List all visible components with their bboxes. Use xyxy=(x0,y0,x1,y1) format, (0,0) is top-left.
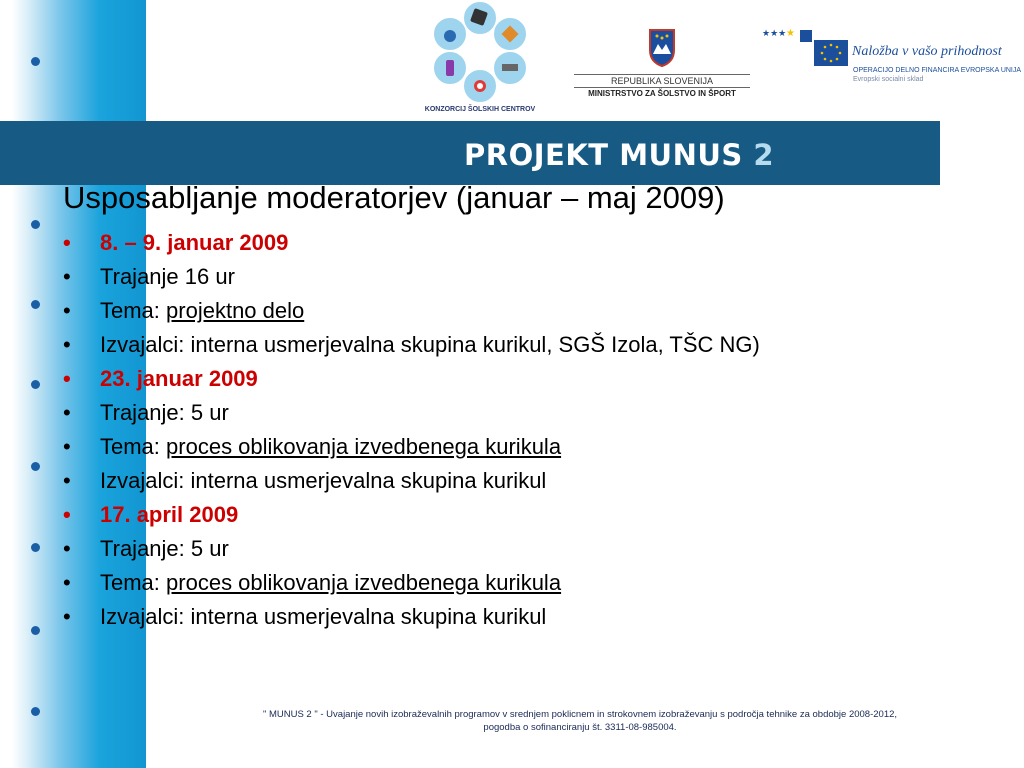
slide-heading: Usposabljanje moderatorjev (januar – maj 2009) xyxy=(63,180,725,215)
bullet: • xyxy=(63,570,71,595)
list-item xyxy=(63,430,760,464)
list-item-text: Trajanje 16 ur xyxy=(100,264,235,289)
ministry-logo xyxy=(574,28,750,100)
topic-prefix: Tema: xyxy=(100,298,167,323)
strip-dot xyxy=(31,220,40,229)
topic-link[interactable]: projektno delo xyxy=(166,298,305,323)
eu-line3: Evropski socialni sklad xyxy=(853,76,924,83)
date-list-item xyxy=(63,362,760,396)
bullet: • xyxy=(63,264,71,289)
bullet: • xyxy=(63,434,71,459)
topic-link[interactable]: proces oblikovanja izvedbenega kurikula xyxy=(166,570,562,595)
topic-link[interactable]: proces oblikovanja izvedbenega kurikula xyxy=(166,434,562,459)
topic-prefix: Tema: xyxy=(100,570,167,595)
list-item xyxy=(63,600,760,634)
eu-line2: OPERACIJO DELNO FINANCIRA EVROPSKA UNIJA xyxy=(853,67,1022,74)
strip-dot xyxy=(31,707,40,716)
footer-line2: pogodba o sofinanciranju št. 3311-08-985004. xyxy=(483,722,677,733)
slovenia-coat-of-arms-icon xyxy=(648,28,676,68)
topic-prefix: Tema: xyxy=(100,434,167,459)
banner-title-main: PROJEKT MUNUS xyxy=(464,138,743,172)
strip-dot xyxy=(31,300,40,309)
bullet: • xyxy=(63,400,71,425)
list-item xyxy=(63,260,760,294)
list-item xyxy=(63,566,760,600)
eu-logo xyxy=(760,24,1022,92)
konzorcij-logo xyxy=(418,2,542,120)
list-item xyxy=(63,328,760,362)
list-item xyxy=(63,464,760,498)
eu-flag-icon xyxy=(760,24,850,70)
strip-dot xyxy=(31,543,40,552)
list-item-text: Trajanje: 5 ur xyxy=(100,536,229,561)
svg-text:★★★: ★★★ xyxy=(762,28,787,38)
bullet: • xyxy=(63,230,71,255)
list-item xyxy=(63,294,760,328)
eu-headline: Naložba v vašo prihodnost xyxy=(852,44,1002,59)
bullet: • xyxy=(63,536,71,561)
bullet: • xyxy=(63,604,71,629)
list-item-text: Trajanje: 5 ur xyxy=(100,400,229,425)
svg-text:★: ★ xyxy=(786,28,795,39)
bullet: • xyxy=(63,502,71,527)
footer-line1: " MUNUS 2 " - Uvajanje novih izobraževalnih programov v srednjem poklicnem in strokovnem izobraževanju s področja tehnike za obdobje 2008-2012, xyxy=(262,709,898,720)
list-item-text: 23. januar 2009 xyxy=(100,366,258,391)
ministry-line1: REPUBLIKA SLOVENIJA xyxy=(574,74,750,86)
content-list xyxy=(63,226,760,634)
list-item xyxy=(63,532,760,566)
date-list-item xyxy=(63,498,760,532)
date-list-item xyxy=(63,226,760,260)
banner-title xyxy=(464,138,774,172)
list-item xyxy=(63,396,760,430)
list-item-text: Izvajalci: interna usmerjevalna skupina kurikul xyxy=(100,468,547,493)
footer xyxy=(200,708,960,734)
list-item-text: 17. april 2009 xyxy=(100,502,239,527)
list-item-text: Izvajalci: interna usmerjevalna skupina kurikul, SGŠ Izola, TŠC NG) xyxy=(100,332,760,357)
bullet: • xyxy=(63,298,71,323)
list-item-text: Izvajalci: interna usmerjevalna skupina kurikul xyxy=(100,604,547,629)
bullet: • xyxy=(63,366,71,391)
strip-dot xyxy=(31,57,40,66)
bullet: • xyxy=(63,468,71,493)
strip-dot xyxy=(31,380,40,389)
konzorcij-label: KONZORCIJ ŠOLSKIH CENTROV xyxy=(424,106,536,113)
strip-dot xyxy=(31,626,40,635)
flower-logo-icon xyxy=(418,2,542,106)
strip-dot xyxy=(31,462,40,471)
ministry-line2: MINISTRSTVO ZA ŠOLSTVO IN ŠPORT xyxy=(574,87,750,98)
list-item-text: 8. – 9. januar 2009 xyxy=(100,230,289,255)
banner-title-number: 2 xyxy=(753,138,775,172)
bullet: • xyxy=(63,332,71,357)
